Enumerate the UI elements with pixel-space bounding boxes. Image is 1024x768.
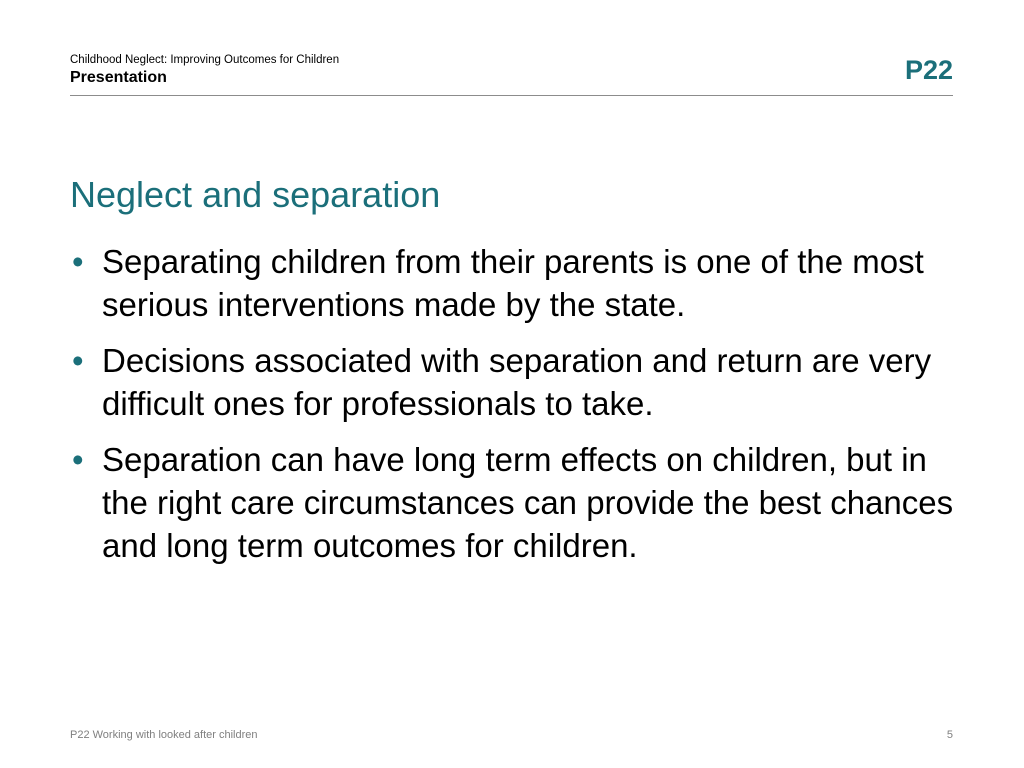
footer-caption: P22 Working with looked after children <box>70 729 258 741</box>
bullet-glyph: • <box>72 342 84 379</box>
slide-title: Neglect and separation <box>70 174 441 215</box>
header-title: Presentation <box>70 69 167 86</box>
page-number: 5 <box>946 729 953 741</box>
slide-header <box>70 50 953 96</box>
series-subtitle: Childhood Neglect: Improving Outcomes for Children <box>70 54 340 66</box>
bullet-list <box>70 240 960 580</box>
bullet-glyph: • <box>72 441 84 478</box>
bullet-glyph: • <box>72 243 84 280</box>
bullet-item <box>70 240 960 326</box>
bullet-text: Separating children from their parents is one of the most serious interventions made by the state. <box>102 243 924 323</box>
presentation-code: P22 <box>904 55 953 85</box>
bullet-item <box>70 339 960 425</box>
bullet-text: Separation can have long term effects on children, but in the right care circumstances can provide the best chances and long term outcomes for children. <box>102 441 954 564</box>
bullet-item <box>70 438 960 567</box>
bullet-text: Decisions associated with separation and return are very difficult ones for professionals to take. <box>102 342 932 422</box>
